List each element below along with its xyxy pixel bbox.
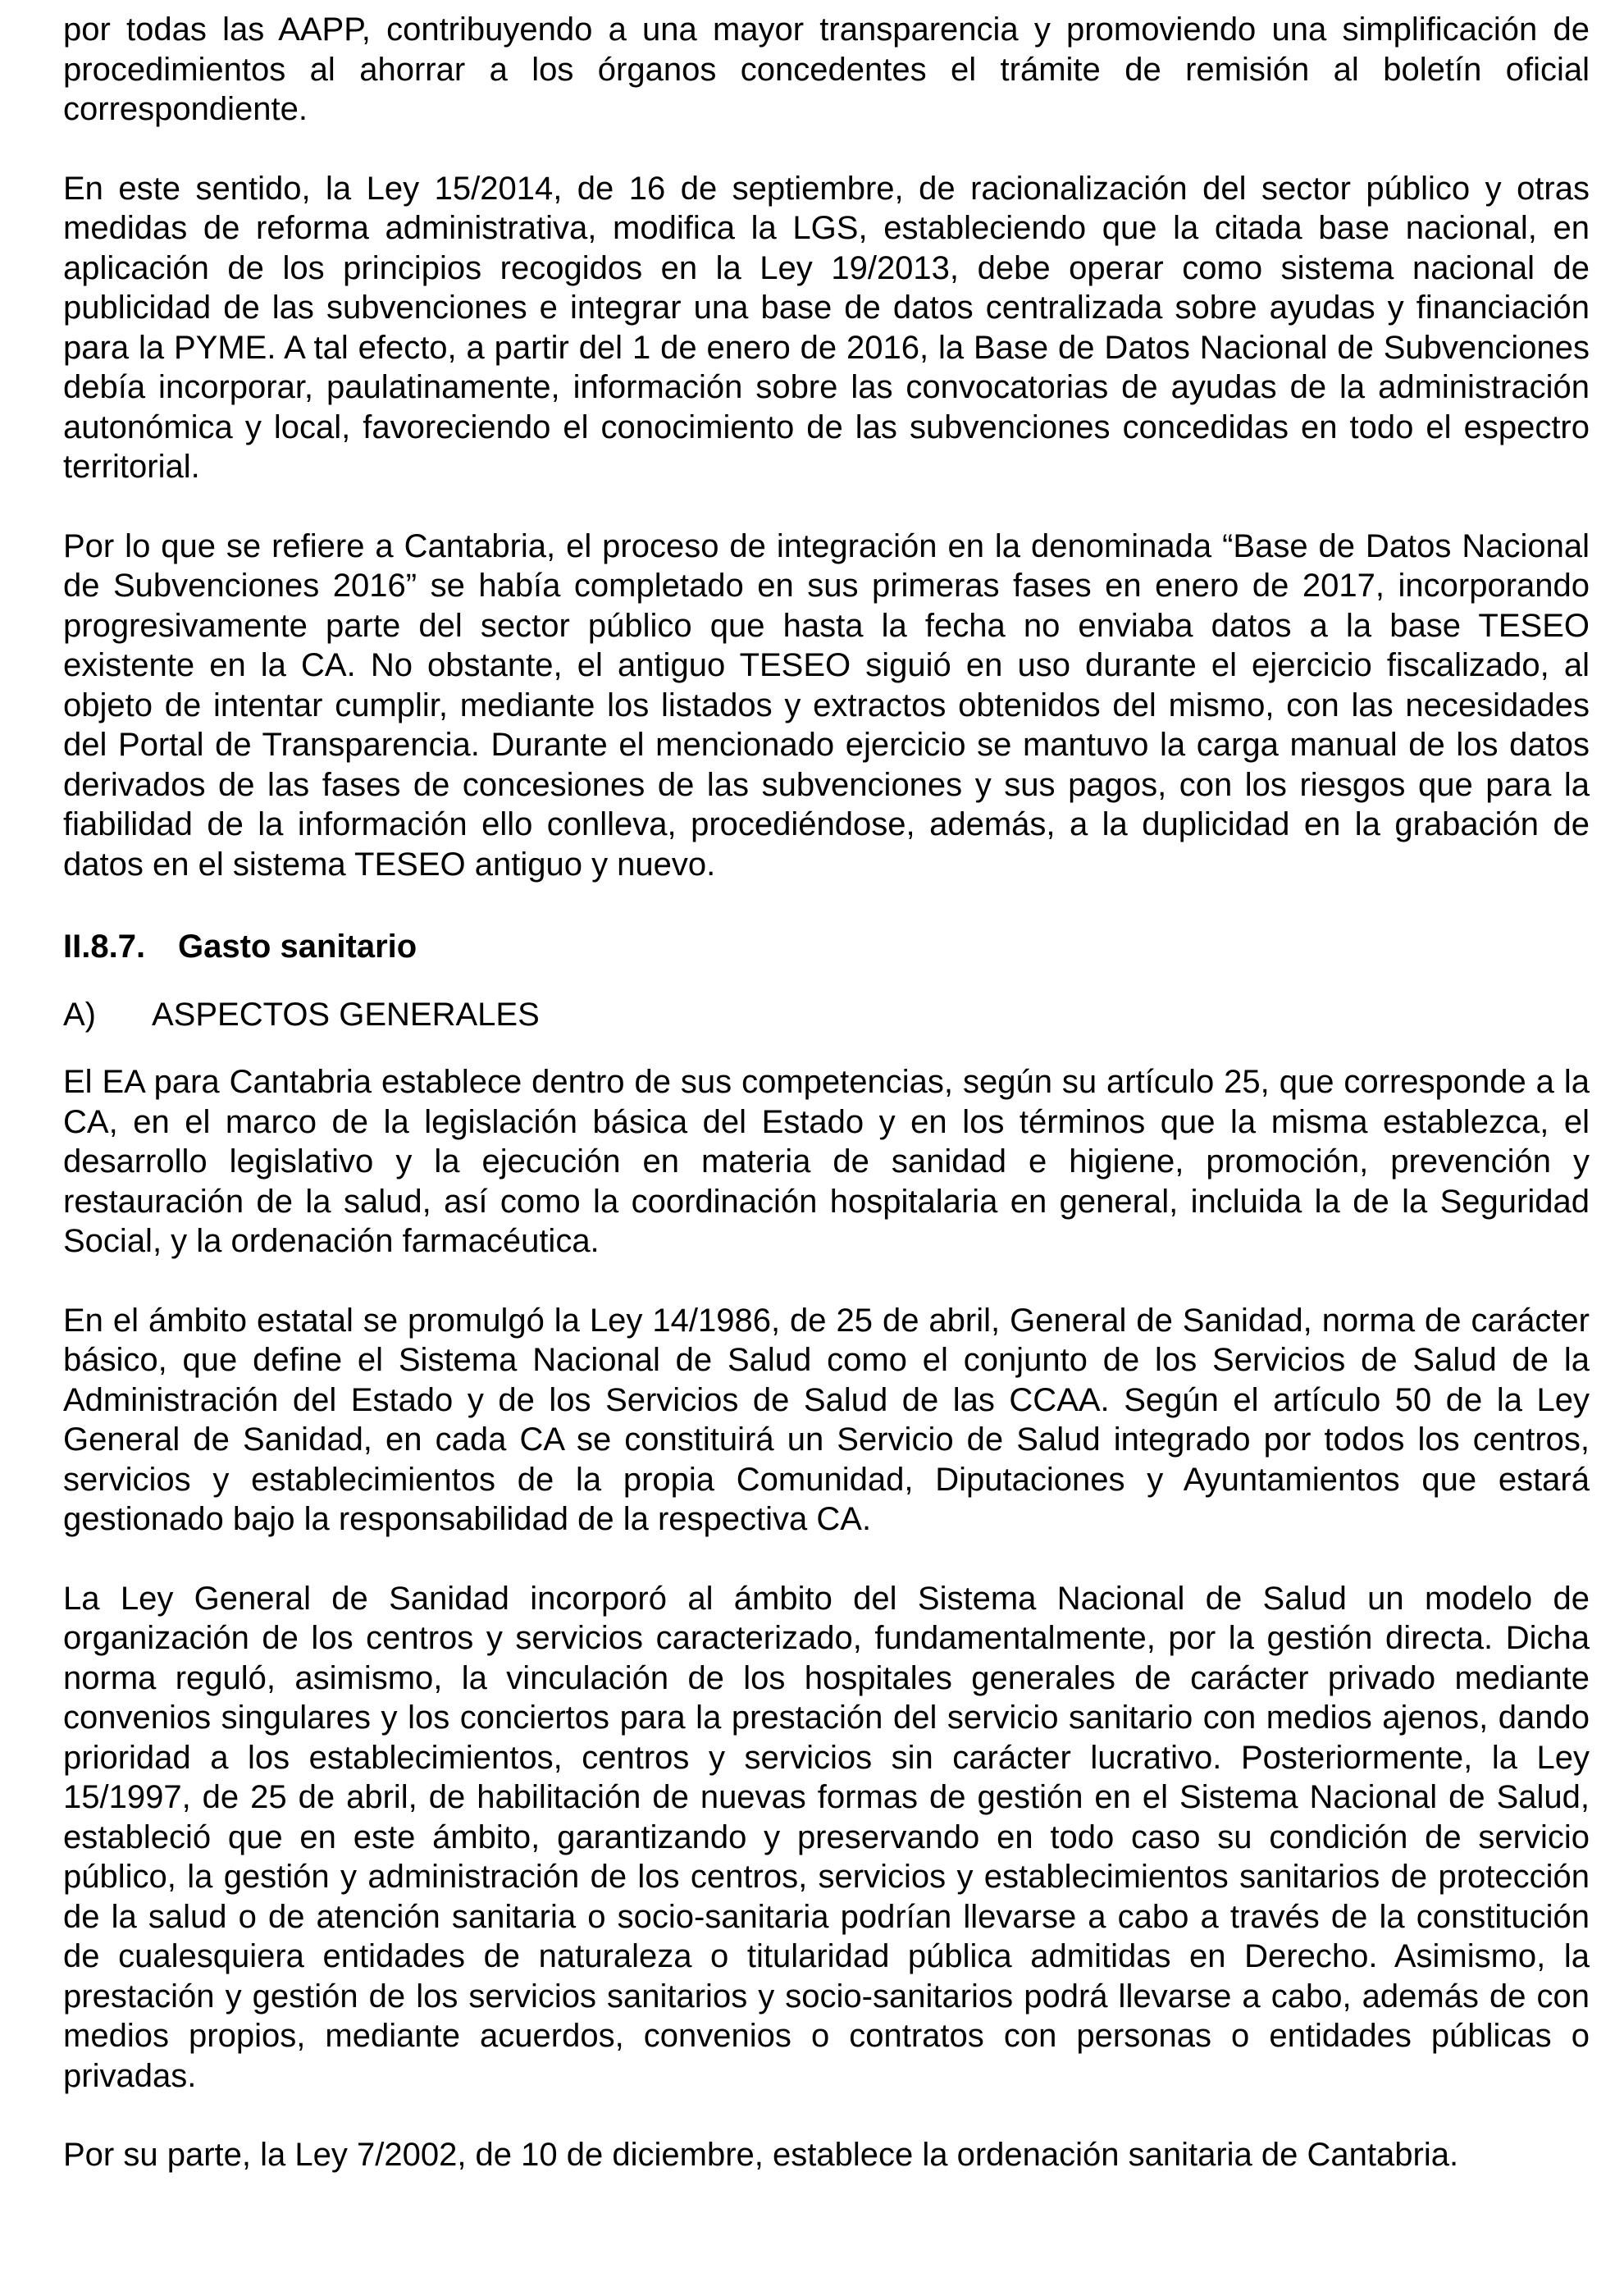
paragraph-ley-general-sanidad: La Ley General de Sanidad incorporó al ámbito del Sistema Nacional de Salud un modelo de organización de los centros y servicios caracterizado, fundamentalmente, por la gestión directa. Dicha norma reguló, asimismo, la vinculación de los hospitales generales de carácter privado mediante convenios singulares y los conciertos para la prestación del servicio sanitario con medios ajenos, dando prioridad a los establecimientos, centros y servicios sin carácter lucrativo. Posteriormente, la Ley 15/1997, de 25 de abril, de habilitación de nuevas formas de gestión en el Sistema Nacional de Salud, estableció que en este ámbito, garantizando y preservando en todo caso su condición de servicio público, la gestión y administración de los centros, servicios y establecimientos sanitarios de protección de la salud o de atención sanitaria o socio-sanitaria podrían llevarse a cabo a través de la constitución de cualesquiera entidades de naturaleza o titularidad pública admitidas en Derecho. Asimismo, la prestación y gestión de los servicios sanitarios y socio-sanitarios podrá llevarse a cabo, además de con medios propios, mediante acuerdos, convenios o contratos con personas o entidades públicas o privadas.	[63, 1580, 1590, 2094]
paragraph-ea-cantabria: El EA para Cantabria establece dentro de sus competencias, según su artículo 25, que corresponde a la CA, en el marco de la legislación básica del Estado y en los términos que la misma establezca, el desarrollo legislativo y la ejecución en materia de sanidad e higiene, promoción, prevención y restauración de la salud, así como la coordinación hospitalaria en general, incluida la de la Seguridad Social, y la ordenación farmacéutica.	[63, 1064, 1590, 1259]
paragraph-ley-7-2002: Por su parte, la Ley 7/2002, de 10 de diciembre, establece la ordenación sanitaria de Cantabria.	[63, 2137, 1459, 2173]
subsection-heading	[63, 995, 1590, 1035]
section-heading	[63, 927, 1590, 967]
paragraph-ley-15-2014: En este sentido, la Ley 15/2014, de 16 de septiembre, de racionalización del sector público y otras medidas de reforma administrativa, modifica la LGS, estableciendo que la citada base nacional, en aplicación de los principios recogidos en la Ley 19/2013, debe operar como sistema nacional de publicidad de las subvenciones e integrar una base de datos centralizada sobre ayudas y financiación para la PYME. A tal efecto, a partir del 1 de enero de 2016, la Base de Datos Nacional de Subvenciones debía incorporar, paulatinamente, información sobre las convocatorias de ayudas de la administración autonómica y local, favoreciendo el conocimiento de las subvenciones concedidas en todo el espectro territorial.	[63, 170, 1590, 485]
subsection-title: ASPECTOS GENERALES	[152, 996, 540, 1033]
paragraph-ley-14-1986: En el ámbito estatal se promulgó la Ley 14/1986, de 25 de abril, General de Sanidad, norma de carácter básico, que define el Sistema Nacional de Salud como el conjunto de los Servicios de Salud de la Administración del Estado y de los Servicios de Salud de las CCAA. Según el artículo 50 de la Ley General de Sanidad, en cada CA se constituirá un Servicio de Salud integrado por todos los centros, servicios y establecimientos de la propia Comunidad, Diputaciones y Ayuntamientos que estará gestionado bajo la responsabilidad de la respectiva CA.	[63, 1302, 1590, 1537]
paragraph-cantabria-teseo: Por lo que se refiere a Cantabria, el proceso de integración en la denominada “Base de Datos Nacional de Subvenciones 2016” se había completado en sus primeras fases en enero de 2017, incorporando progresivamente parte del sector público que hasta la fecha no enviaba datos a la base TESEO existente en la CA. No obstante, el antiguo TESEO siguió en uso durante el ejercicio fiscalizado, al objeto de intentar cumplir, mediante los listados y extractos obtenidos del mismo, con las necesidades del Portal de Transparencia. Durante el mencionado ejercicio se mantuvo la carga manual de los datos derivados de las fases de concesiones de las subvenciones y sus pagos, con los riesgos que para la fiabilidad de la información ello conlleva, procediéndose, además, a la duplicidad en la grabación de datos en el sistema TESEO antiguo y nuevo.	[63, 527, 1590, 883]
section-number: II.8.7.	[63, 929, 146, 965]
section-title: Gasto sanitario	[178, 929, 417, 965]
paragraph-subsidies-transparency: por todas las AAPP, contribuyendo a una mayor transparencia y promoviendo una simplificación de procedimientos al ahorrar a los órganos concedentes el trámite de remisión al boletín oficial correspondiente.	[63, 11, 1590, 127]
document-page	[63, 10, 1590, 2175]
subsection-letter: A)	[63, 996, 96, 1033]
